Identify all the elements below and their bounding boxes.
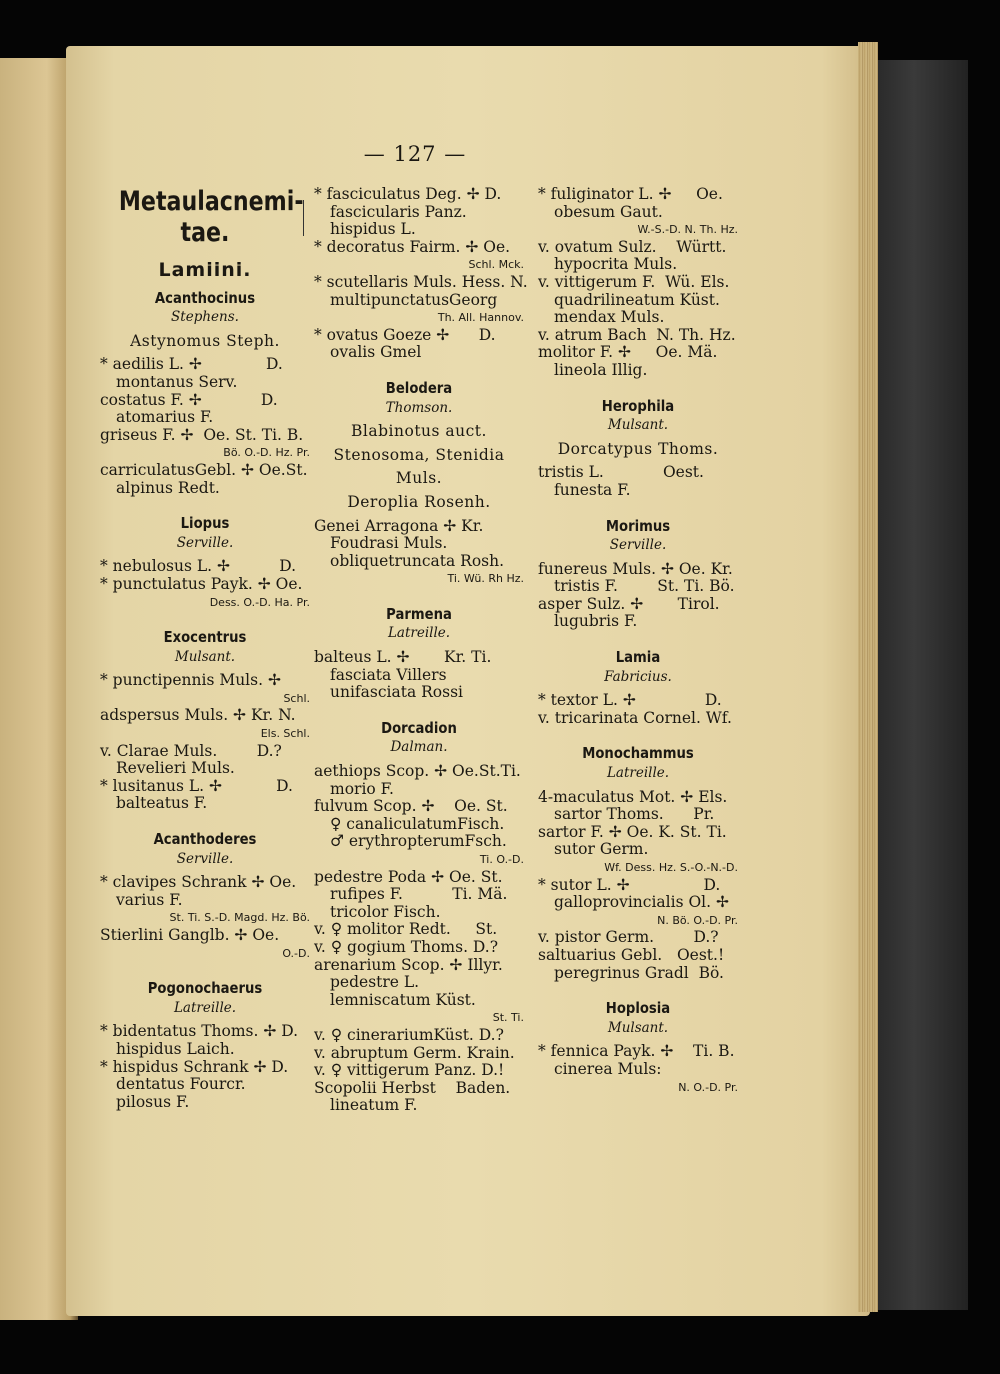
species-line: Revelieri Muls. xyxy=(116,759,235,778)
species-line: tristis F. St. Ti. Bö. xyxy=(554,577,735,596)
genus-author: Dalman. xyxy=(390,739,448,756)
genus-synonym: Dorcatypus Thoms. xyxy=(557,439,719,458)
species-line: funesta F. xyxy=(554,480,631,499)
species-line: v. Clarae Muls. D.? xyxy=(100,741,282,760)
genus-heading: Belodera xyxy=(385,378,453,397)
genus-author: Serville. xyxy=(176,534,234,551)
species-line: sutor Germ. xyxy=(554,840,649,859)
species-line: * scutellaris Muls. Hess. N. xyxy=(314,272,528,291)
section-gap xyxy=(100,497,310,515)
species-line: * textor L. ✢ D. xyxy=(538,691,722,710)
genus-synonym: Blabinotus auct. xyxy=(351,422,487,441)
genus-author: Thomson. xyxy=(385,399,453,416)
species-line: sartor Thoms. Pr. xyxy=(554,805,715,824)
species-line: varius F. xyxy=(116,890,183,909)
section-gap xyxy=(538,380,738,398)
genus-author: Serville. xyxy=(609,537,667,554)
species-line: pilosus F. xyxy=(116,1092,190,1111)
species-line: fascicularis Panz. xyxy=(330,202,467,221)
species-line: v. atrum Bach N. Th. Hz. xyxy=(538,325,736,344)
species-line: quadrilineatum Küst. xyxy=(554,290,720,309)
species-line: v. ♀ gogium Thoms. D.? xyxy=(314,937,499,956)
genus-heading: Herophila xyxy=(601,396,675,415)
distribution-line: N. O.-D. Pr. xyxy=(678,1080,738,1094)
section-gap xyxy=(314,588,524,606)
species-line: griseus F. ✢ Oe. St. Ti. B. xyxy=(100,425,304,444)
species-line: * sutor L. ✢ D. xyxy=(538,875,721,894)
species-line: v. tricarinata Cornel. Wf. xyxy=(538,708,732,727)
species-line: hispidus L. xyxy=(330,220,416,239)
section-gap xyxy=(538,631,738,649)
species-line: galloprovincialis Ol. ✢ xyxy=(554,893,729,912)
species-line: alpinus Redt. xyxy=(116,478,220,497)
species-line: pedestre Poda ✢ Oe. St. xyxy=(314,867,503,886)
species-line: Stierlini Ganglb. ✢ Oe. xyxy=(100,926,280,944)
species-line: obesum Gaut. xyxy=(554,202,663,221)
species-line: dentatus Fourcr. xyxy=(116,1075,246,1094)
column-2 xyxy=(314,185,528,1115)
distribution-line: Els. Schl. xyxy=(260,727,310,741)
species-line: aethiops Scop. ✢ Oe.St.Ti. xyxy=(314,762,521,781)
species-line: lugubris F. xyxy=(554,612,638,631)
tribe-heading: Lamiini. xyxy=(158,259,252,281)
genus-author: Latreille. xyxy=(606,765,670,782)
species-line: saltuarius Gebl. Oest.! xyxy=(538,945,725,964)
species-line: lemniscatum Küst. xyxy=(330,990,476,1009)
distribution-line: Wf. Dess. Hz. S.-O.-N.-D. xyxy=(604,861,738,874)
genus-heading: Lamia xyxy=(615,648,661,667)
species-line: * hispidus Schrank ✢ D. xyxy=(100,1057,289,1076)
species-line: ovalis Gmel xyxy=(330,343,422,362)
species-line: * punctulatus Payk. ✢ Oe. xyxy=(100,574,303,593)
distribution-line: Ti. Wü. Rh Hz. xyxy=(447,572,524,586)
species-line: v. ♀ vittigerum Panz. D.! xyxy=(314,1061,505,1080)
genus-heading: Monochammus xyxy=(582,744,694,763)
species-line: ♀ canaliculatumFisch. xyxy=(330,814,505,833)
species-line: * fuliginator L. ✢ Oe. xyxy=(538,185,723,203)
species-line: Foudrasi Muls. xyxy=(330,534,448,553)
species-line: mendax Muls. xyxy=(554,308,665,327)
distribution-line: St. Ti. S.-D. Magd. Hz. Bö. xyxy=(169,911,310,925)
genus-heading: Pogonochaerus xyxy=(147,979,263,998)
species-line: atomarius F. xyxy=(116,408,214,427)
genus-author: Serville. xyxy=(176,850,234,867)
species-line: * punctipennis Muls. ✢ xyxy=(100,671,281,690)
section-gap xyxy=(314,362,524,380)
genus-author: Latreille. xyxy=(387,625,451,642)
book-cover xyxy=(878,60,968,1310)
species-line: obliquetruncata Rosh. xyxy=(330,551,505,570)
section-gap xyxy=(100,611,310,629)
species-line: lineatum F. xyxy=(330,1096,418,1115)
genus-heading: Morimus xyxy=(605,516,671,535)
distribution-line: Ti. O.-D. xyxy=(479,853,524,866)
distribution-line: O.-D. xyxy=(282,946,310,960)
section-gap xyxy=(100,813,310,831)
page-stack-edge xyxy=(858,42,878,1312)
species-line: v. ♀ cinerariumKüst. D.? xyxy=(314,1025,504,1044)
species-line: fasciata Villers xyxy=(330,665,447,684)
genus-heading: Acanthoderes xyxy=(153,830,257,849)
species-line: v. ♀ molitor Redt. St. xyxy=(314,920,498,939)
distribution-line: Th. All. Hannov. xyxy=(437,311,524,325)
species-line: asper Sulz. ✢ Tirol. xyxy=(538,594,720,613)
genus-author: Mulsant. xyxy=(174,648,236,665)
species-line: v. vittigerum F. Wü. Els. xyxy=(538,272,730,291)
species-line: * decoratus Fairm. ✢ Oe. xyxy=(314,237,511,256)
genus-synonym: Stenosoma, Stenidia xyxy=(333,445,505,464)
column-3-body xyxy=(538,380,738,1097)
species-line: adspersus Muls. ✢ Kr. N. xyxy=(100,706,296,725)
species-line: 4-maculatus Mot. ✢ Els. xyxy=(538,787,728,806)
species-line: * aedilis L. ✢ D. xyxy=(100,355,283,374)
species-line: multipunctatusGeorg xyxy=(330,290,498,309)
distribution-line: St. Ti. xyxy=(492,1011,524,1025)
species-line: v. abruptum Germ. Krain. xyxy=(314,1043,515,1062)
section-gap xyxy=(100,962,310,980)
column-1 xyxy=(100,186,310,1111)
species-line: v. ovatum Sulz. Württ. xyxy=(538,237,727,256)
genus-author: Stephens. xyxy=(171,309,239,326)
species-line: morio F. xyxy=(330,779,394,798)
column-2-body xyxy=(314,362,524,1115)
species-line: * clavipes Schrank ✢ Oe. xyxy=(100,873,297,892)
species-line: montanus Serv. xyxy=(116,372,238,391)
species-line: balteatus F. xyxy=(116,794,208,813)
section-gap xyxy=(538,727,738,745)
page-number: — 127 — xyxy=(363,142,467,166)
species-line: arenarium Scop. ✢ Illyr. xyxy=(314,955,503,974)
distribution-line: Dess. O.-D. Ha. Pr. xyxy=(209,595,310,609)
species-line: v. pistor Germ. D.? xyxy=(538,928,719,947)
species-line: cinerea Muls: xyxy=(554,1059,662,1078)
species-line: funereus Muls. ✢ Oe. Kr. xyxy=(538,559,733,578)
species-line: Genei Arragona ✢ Kr. xyxy=(314,516,484,535)
family-heading: Metaulacnemi- tae. xyxy=(118,186,304,248)
section-gap xyxy=(314,702,524,720)
species-line: fulvum Scop. ✢ Oe. St. xyxy=(314,797,508,816)
species-line: unifasciata Rossi xyxy=(330,683,463,702)
distribution-line: Schl. xyxy=(283,691,310,705)
species-line: pedestre L. xyxy=(330,973,420,992)
species-line: * fennica Payk. ✢ Ti. B. xyxy=(538,1042,735,1061)
distribution-line: Bö. O.-D. Hz. Pr. xyxy=(223,446,310,460)
column-1-body xyxy=(100,290,310,1112)
column-3 xyxy=(538,186,738,1096)
genus-synonym: Astynomus Steph. xyxy=(130,331,280,350)
species-line: * lusitanus L. ✢ D. xyxy=(100,776,293,795)
species-line: peregrinus Gradl Bö. xyxy=(554,963,724,982)
species-line: * ovatus Goeze ✢ D. xyxy=(314,325,496,344)
genus-heading: Acanthocinus xyxy=(154,288,256,307)
species-line: molitor F. ✢ Oe. Mä. xyxy=(538,343,718,362)
genus-author: Mulsant. xyxy=(607,417,669,434)
genus-heading: Liopus xyxy=(180,514,230,533)
species-line: hispidus Laich. xyxy=(116,1039,235,1058)
genus-heading: Hoplosia xyxy=(605,999,671,1018)
genus-heading: Exocentrus xyxy=(163,628,247,647)
species-line: hypocrita Muls. xyxy=(554,255,678,274)
species-line: tricolor Fisch. xyxy=(330,902,441,921)
species-line: * nebulosus L. ✢ D. xyxy=(100,557,297,576)
species-line: lineola Illig. xyxy=(554,360,648,379)
genus-synonym: Muls. xyxy=(395,469,443,488)
species-line: rufipes F. Ti. Mä. xyxy=(330,885,508,904)
species-line: ♂ erythropterumFsch. xyxy=(330,832,507,851)
species-line: Scopolii Herbst Baden. xyxy=(314,1078,511,1097)
distribution-line: Schl. Mck. xyxy=(468,258,524,272)
genus-heading: Dorcadion xyxy=(381,718,457,737)
distribution-line: W.-S.-D. N. Th. Hz. xyxy=(637,223,738,237)
genus-author: Fabricius. xyxy=(604,668,672,685)
column-2-continuation xyxy=(314,185,528,362)
species-line: * bidentatus Thoms. ✢ D. xyxy=(100,1022,299,1041)
column-3-continuation xyxy=(538,186,738,380)
genus-synonym: Deroplia Rosenh. xyxy=(347,492,491,511)
species-line: * fasciculatus Deg. ✢ D. xyxy=(314,185,502,203)
section-gap xyxy=(538,500,738,518)
genus-author: Latreille. xyxy=(173,999,237,1016)
species-line: sartor F. ✢ Oe. K. St. Ti. xyxy=(538,822,727,841)
species-line: costatus F. ✢ D. xyxy=(100,390,278,409)
section-gap xyxy=(538,982,738,1000)
species-line: carriculatusGebl. ✢ Oe.St. xyxy=(100,460,308,479)
genus-author: Mulsant. xyxy=(607,1019,669,1036)
genus-heading: Parmena xyxy=(386,604,452,623)
species-line: tristis L. Oest. xyxy=(538,463,704,482)
distribution-line: N. Bö. O.-D. Pr. xyxy=(657,913,738,927)
species-line: balteus L. ✢ Kr. Ti. xyxy=(314,648,492,667)
